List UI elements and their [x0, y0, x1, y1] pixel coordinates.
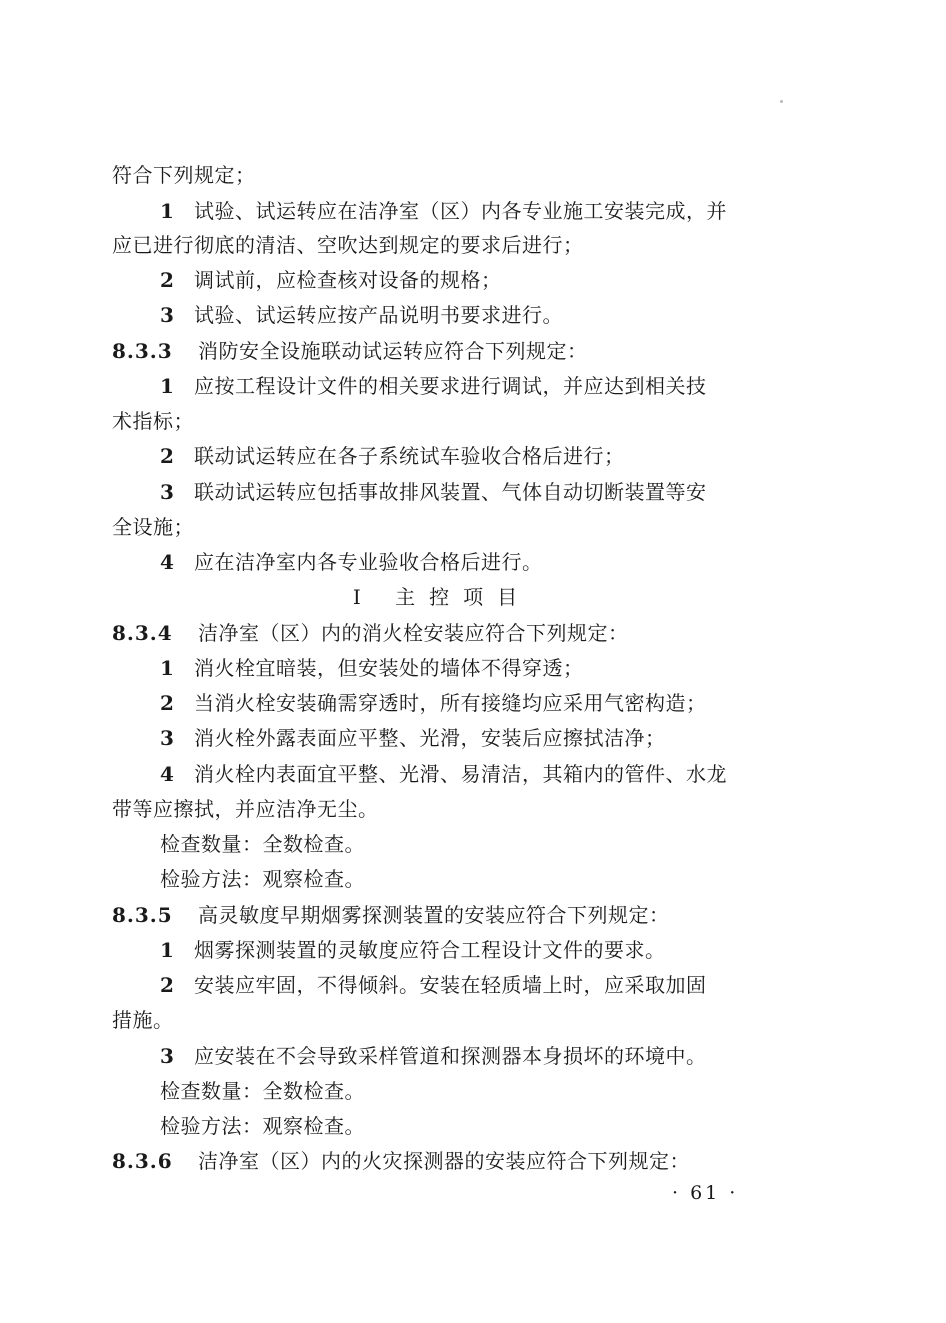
text-line — [112, 1007, 772, 1033]
list-item — [160, 198, 820, 224]
section-clause — [112, 338, 772, 364]
item-text: 联动试运转应在各子系统试车验收合格后进行； — [194, 444, 625, 468]
text-line — [112, 408, 772, 434]
line-text: 术指标； — [112, 409, 194, 433]
scan-speck — [780, 100, 783, 103]
clause-number: 8.3.6 — [112, 1149, 173, 1173]
item-text: 消火栓内表面宜平整、光滑、易清洁，其箱内的管件、水龙 — [194, 762, 727, 786]
item-number: 4 — [160, 550, 175, 574]
line-text: 应已进行彻底的清洁、空吹达到规定的要求后进行； — [112, 233, 584, 257]
line-text: 全设施； — [112, 515, 194, 539]
item-number: 1 — [160, 656, 175, 680]
list-item — [160, 937, 820, 963]
item-text: 联动试运转应包括事故排风装置、气体自动切断装置等安 — [194, 480, 707, 504]
item-number: 1 — [160, 199, 175, 223]
section-clause — [112, 620, 772, 646]
line-text: 措施。 — [112, 1008, 174, 1032]
item-number: 3 — [160, 480, 175, 504]
clause-number: 8.3.5 — [112, 903, 173, 927]
item-number: 3 — [160, 303, 175, 327]
item-number: 2 — [160, 268, 175, 292]
inspection-method — [160, 1113, 820, 1139]
line-text: 检验方法：观察检查。 — [160, 867, 365, 891]
clause-number: 8.3.3 — [112, 339, 173, 363]
list-item — [160, 302, 820, 328]
item-text: 消火栓外露表面应平整、光滑，安装后应擦拭洁净； — [194, 726, 666, 750]
clause-text: 洁净室（区）内的消火栓安装应符合下列规定： — [198, 621, 629, 645]
item-text: 试验、试运转应按产品说明书要求进行。 — [194, 303, 563, 327]
list-item — [160, 761, 820, 787]
inspection-quantity — [160, 831, 820, 857]
section-clause — [112, 902, 772, 928]
line-text: 检验方法：观察检查。 — [160, 1114, 365, 1138]
clause-number: 8.3.4 — [112, 621, 173, 645]
line-text: 检查数量：全数检查。 — [160, 832, 365, 856]
item-text: 调试前，应检查核对设备的规格； — [194, 268, 502, 292]
inspection-quantity — [160, 1078, 820, 1104]
item-number: 1 — [160, 374, 175, 398]
list-item — [160, 1043, 820, 1069]
item-text: 烟雾探测装置的灵敏度应符合工程设计文件的要求。 — [194, 938, 666, 962]
inspection-method — [160, 866, 820, 892]
list-item — [160, 655, 820, 681]
text-line — [112, 514, 772, 540]
item-text: 应安装在不会导致采样管道和探测器本身损坏的环境中。 — [194, 1044, 707, 1068]
list-item — [160, 373, 820, 399]
subsection-heading — [112, 584, 772, 610]
item-number: 2 — [160, 691, 175, 715]
list-item — [160, 972, 820, 998]
clause-text: 高灵敏度早期烟雾探测装置的安装应符合下列规定： — [198, 903, 670, 927]
item-number: 2 — [160, 444, 175, 468]
section-clause — [112, 1148, 772, 1174]
line-text: 符合下列规定； — [112, 163, 256, 187]
item-number: 1 — [160, 938, 175, 962]
list-item — [160, 549, 820, 575]
clause-text: 洁净室（区）内的火灾探测器的安装应符合下列规定： — [198, 1149, 690, 1173]
list-item — [160, 725, 820, 751]
text-line — [112, 796, 772, 822]
item-text: 应按工程设计文件的相关要求进行调试，并应达到相关技 — [194, 374, 707, 398]
list-item — [160, 690, 820, 716]
item-number: 2 — [160, 973, 175, 997]
item-text: 应在洁净室内各专业验收合格后进行。 — [194, 550, 543, 574]
clause-text: 消防安全设施联动试运转应符合下列规定： — [198, 339, 588, 363]
item-text: 安装应牢固，不得倾斜。安装在轻质墙上时，应采取加固 — [194, 973, 707, 997]
list-item — [160, 267, 820, 293]
page-number: · 61 · — [672, 1182, 739, 1204]
list-item — [160, 479, 820, 505]
list-item — [160, 443, 820, 469]
item-number: 4 — [160, 762, 175, 786]
item-text: 消火栓宜暗装，但安装处的墙体不得穿透； — [194, 656, 584, 680]
line-text: 检查数量：全数检查。 — [160, 1079, 365, 1103]
item-number: 3 — [160, 1044, 175, 1068]
item-text: 试验、试运转应在洁净室（区）内各专业施工安装完成，并 — [194, 199, 727, 223]
heading-text: Ⅰ 主控项目 — [352, 585, 532, 609]
text-line — [112, 162, 772, 188]
text-line — [112, 232, 772, 258]
item-number: 3 — [160, 726, 175, 750]
line-text: 带等应擦拭，并应洁净无尘。 — [112, 797, 379, 821]
item-text: 当消火栓安装确需穿透时，所有接缝均应采用气密构造； — [194, 691, 707, 715]
